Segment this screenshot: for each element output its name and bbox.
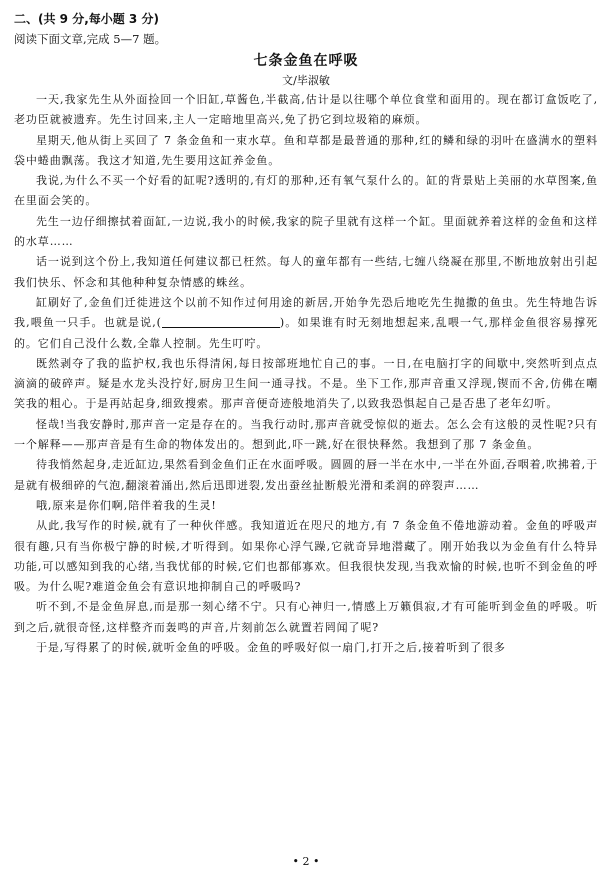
paragraph-part: )。如果谁有时无刻地想起来,乱喂一气,那样金鱼很容易撑死的。它们自己没什么数,全靠人控制。先生叮咛。 bbox=[14, 316, 599, 350]
paragraph: 于是,写得累了的时候,就听金鱼的呼吸。金鱼的呼吸好似一扇门,打开之后,接着听到了很多 bbox=[36, 641, 506, 655]
paragraph: 话一说到这个份上,我知道任何建议都已枉然。每人的童年都有一些结,七缠八绕凝在那里,不断地放射出引起我们快乐、怀念和其他种种复杂情感的蛛丝。 bbox=[14, 255, 598, 289]
section-title: 二、(共 9 分,每小题 3 分) bbox=[14, 12, 159, 26]
paragraph: 待我悄然起身,走近缸边,果然看到金鱼们正在水面呼吸。圆圆的唇一半在水中,一半在外面,吞咽着,吹拂着,于是就有极细碎的气泡,翻滚着涌出,然后迅即迸裂,发出蚕丝扯断般光滑和柔润的碎裂声…… bbox=[14, 458, 598, 492]
paragraph: 既然剥夺了我的监护权,我也乐得清闲,每日按部班地忙自己的事。一日,在电脑打字的间歇中,突然听到点点滴滴的破碎声。疑是水龙头没拧好,厨房卫生间一通寻找。不是。坐下工作,那声音重又浮现,锲而不舍,仿佛在嘲笑我的粗心。于是再站起身,细致搜索。那声音便奇迹般地消失了,以致我恐惧起自己是否患了老年幻听。 bbox=[14, 356, 598, 411]
paragraph-with-blank bbox=[14, 293, 598, 354]
article-author: 文/毕淑敏 bbox=[282, 74, 330, 87]
paragraph-part: 缸刷好了,金鱼们迁徙进这个以前不知作过何用途的新居,开始争先恐后地吃先生抛撒的鱼虫。先生特地告诉我,喂鱼一只手。也就是说,( bbox=[14, 295, 598, 330]
paragraph: 从此,我写作的时候,就有了一种伙伴感。我知道近在咫尺的地方,有 7 条金鱼不倦地游动着。金鱼的呼吸声很有趣,只有当你极宁静的时候,才听得到。如果你心浮气躁,它就奇异地潜藏了。刚开始我以为金鱼有什么特异功能,可以感知到我的心绪,当我忧郁的时候,它们也都郁寡欢。但我很快发现,当我欢愉的时候,也听不到金鱼的呼吸。为什么呢?难道金鱼会有意识地抑制自己的呼吸吗? bbox=[14, 519, 598, 594]
paragraph: 哦,原来是你们啊,陪伴着我的生灵! bbox=[36, 498, 217, 512]
paragraph: 听不到,不是金鱼屏息,而是那一刻心绪不宁。只有心神归一,情感上万籁俱寂,才有可能听到金鱼的呼吸。听到之后,就很奇怪,这样整齐而轰鸣的声音,片刻前怎么就置若罔闻了呢? bbox=[14, 600, 598, 634]
paragraph: 一天,我家先生从外面捡回一个旧缸,草酱色,半截高,估计是以往哪个单位食堂和面用的。现在都订盒饭吃了,老功臣就被遗弃。先生讨回来,主人一定暗地里高兴,免了扔它到垃圾箱的麻烦。 bbox=[14, 93, 598, 127]
paragraph: 星期天,他从街上买回了 7 条金鱼和一束水草。鱼和草都是最普通的那种,红的鳞和绿的羽叶在盛满水的塑料袋中蜷曲飘荡。我这才知道,先生要用这缸养金鱼。 bbox=[14, 133, 598, 167]
answer-blank[interactable] bbox=[162, 315, 280, 328]
article-title: 七条金鱼在呼吸 bbox=[253, 53, 359, 69]
paragraph: 怪哉!当我安静时,那声音一定是存在的。当我行动时,那声音就受惊似的逝去。怎么会有这般的灵性呢?只有一个解释——那声音是有生命的物体发出的。想到此,吓一跳,好在很快释然。我想到了那 7 条金鱼。 bbox=[14, 417, 598, 452]
page-number: • 2 • bbox=[292, 855, 320, 868]
exam-page bbox=[14, 10, 598, 658]
paragraph: 我说,为什么不买一个好看的缸呢?透明的,有灯的那种,还有氧气泵什么的。缸的背景贴上美丽的水草图案,鱼在里面会笑的。 bbox=[14, 174, 598, 208]
section-instruction: 阅读下面文章,完成 5—7 题。 bbox=[14, 32, 167, 46]
paragraph: 先生一边仔细擦拭着面缸,一边说,我小的时候,我家的院子里就有这样一个缸。里面就养着这样的金鱼和这样的水草…… bbox=[14, 214, 598, 249]
